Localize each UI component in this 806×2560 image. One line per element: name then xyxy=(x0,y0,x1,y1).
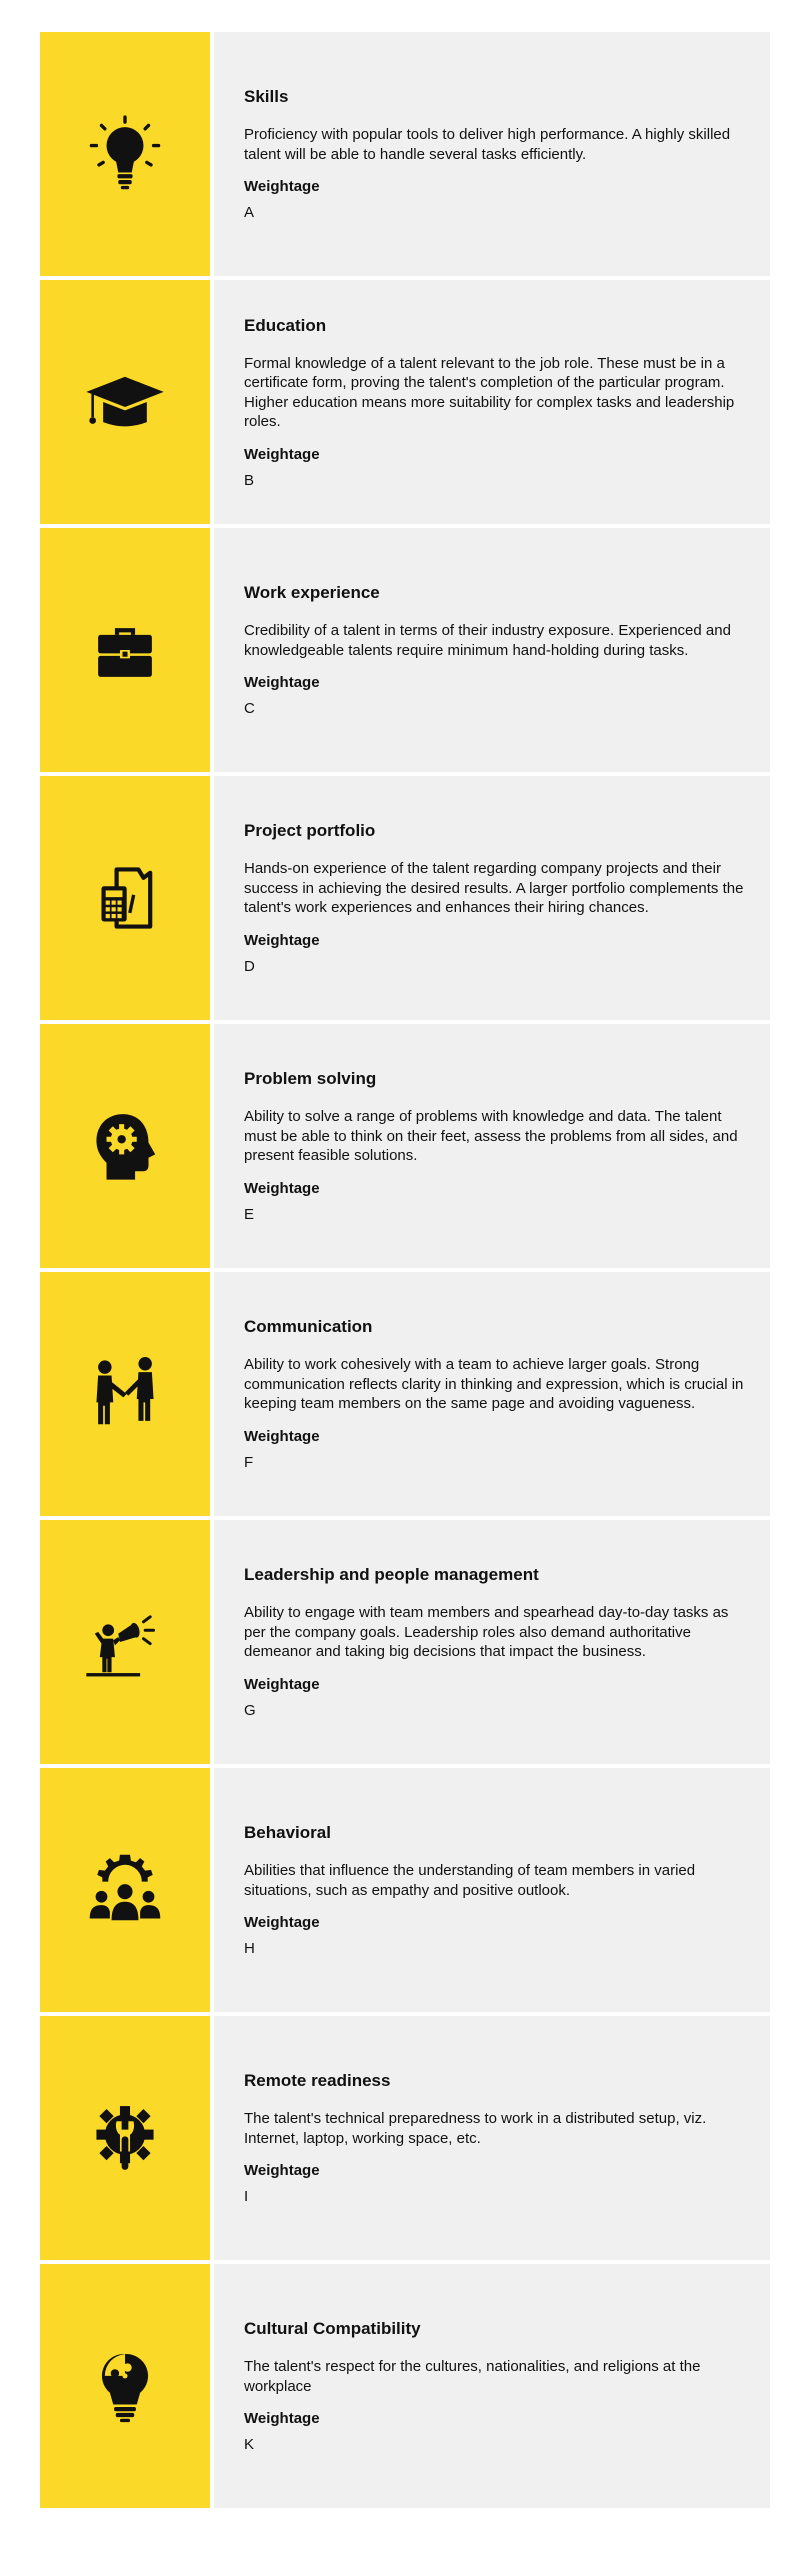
criterion-title: Communication xyxy=(244,1317,373,1337)
criterion-title: Education xyxy=(244,315,327,335)
weightage-label: Weightage xyxy=(244,674,320,691)
icon-panel xyxy=(40,1024,210,1268)
weightage-label: Weightage xyxy=(244,931,320,949)
criterion-card-problem-solving xyxy=(40,1024,770,1268)
icon-panel xyxy=(40,280,210,524)
criterion-title: Remote readiness xyxy=(244,2071,391,2090)
criterion-description: Abilities that influence the understanding of team members in varied situations, such as empathy and positive outlook. xyxy=(244,1862,696,1899)
criterion-card-remote-readiness xyxy=(40,2016,770,2260)
criterion-text-panel xyxy=(214,1520,770,1764)
criterion-text-panel xyxy=(214,776,770,1020)
lightbulb-icon xyxy=(83,112,167,196)
weightage-label: Weightage xyxy=(244,445,320,463)
briefcase-icon xyxy=(83,608,167,692)
weightage-value: F xyxy=(244,1453,254,1471)
icon-panel xyxy=(40,528,210,772)
criterion-description: Formal knowledge of a talent relevant to the job role. These must be in a certificate form, proving the talent's completion of the particular program. Higher education means more suitability for complex tasks and leadership roles. xyxy=(244,354,735,430)
criterion-description: Proficiency with popular tools to deliver high performance. A highly skilled talent will be able to handle several tasks efficiently. xyxy=(244,126,731,163)
weightage-value: H xyxy=(244,1940,255,1957)
criterion-card-leadership xyxy=(40,1520,770,1764)
icon-panel xyxy=(40,1768,210,2012)
criterion-card-cultural-compatibility xyxy=(40,2264,770,2508)
graduation-cap-icon xyxy=(83,360,167,444)
criterion-title: Project portfolio xyxy=(244,821,376,841)
criterion-title: Problem solving xyxy=(244,1069,377,1089)
weightage-value: K xyxy=(244,2436,255,2453)
weightage-value: B xyxy=(244,471,255,489)
criterion-text-panel xyxy=(214,1024,770,1268)
weightage-value: C xyxy=(244,700,255,717)
criterion-description: Credibility of a talent in terms of their industry exposure. Experienced and knowledgeable talents require minimum hand-holding during tasks. xyxy=(244,622,731,659)
icon-panel xyxy=(40,1272,210,1516)
weightage-value: D xyxy=(244,957,255,975)
megaphone-person-icon xyxy=(83,1600,167,1684)
weightage-label: Weightage xyxy=(244,1914,320,1931)
gear-wrench-icon xyxy=(83,2096,167,2180)
icon-panel xyxy=(40,776,210,1020)
criterion-text-panel xyxy=(214,2264,770,2508)
weightage-label: Weightage xyxy=(244,1427,320,1445)
criterion-text-panel xyxy=(214,32,770,276)
criteria-list xyxy=(40,32,770,2512)
criterion-description: The talent's respect for the cultures, nationalities, and religions at the workplace xyxy=(244,2358,701,2395)
criterion-text-panel xyxy=(214,1768,770,2012)
weightage-value: I xyxy=(244,2188,249,2205)
portfolio-documents-icon xyxy=(83,856,167,940)
criterion-description: Ability to work cohesively with a team to achieve larger goals. Strong communication reflects clarity in thinking and expression, which is crucial in keeping team members on the same page and avoiding vagueness. xyxy=(244,1356,744,1413)
weightage-value: A xyxy=(244,204,255,221)
icon-panel xyxy=(40,1520,210,1764)
criterion-description: The talent's technical preparedness to work in a distributed setup, viz. Internet, laptop, working space, etc. xyxy=(244,2110,707,2147)
criterion-title: Behavioral xyxy=(244,1823,331,1842)
criterion-description: Ability to solve a range of problems with knowledge and data. The talent must be able to think on their feet, assess the problems from all sides, and present feasible solutions. xyxy=(244,1108,738,1165)
handshake-people-icon xyxy=(83,1352,167,1436)
criterion-text-panel xyxy=(214,280,770,524)
criterion-description: Ability to engage with team members and spearhead day-to-day tasks as per the company goals. Leadership roles also demand authoritative demeanor and taking big decisions that impact the business. xyxy=(244,1604,729,1661)
criterion-text-panel xyxy=(214,528,770,772)
icon-panel xyxy=(40,32,210,276)
puzzle-bulb-icon xyxy=(83,2344,167,2428)
weightage-label: Weightage xyxy=(244,1179,320,1197)
criterion-title: Skills xyxy=(244,87,289,106)
icon-panel xyxy=(40,2016,210,2260)
weightage-label: Weightage xyxy=(244,178,320,195)
criterion-text-panel xyxy=(214,2016,770,2260)
weightage-label: Weightage xyxy=(244,2410,320,2427)
criterion-title: Cultural Compatibility xyxy=(244,2319,421,2338)
weightage-value: E xyxy=(244,1205,255,1223)
icon-panel xyxy=(40,2264,210,2508)
criterion-card-behavioral xyxy=(40,1768,770,2012)
criterion-card-project-portfolio xyxy=(40,776,770,1020)
head-gear-icon xyxy=(83,1104,167,1188)
weightage-label: Weightage xyxy=(244,1675,320,1693)
criterion-card-communication xyxy=(40,1272,770,1516)
criterion-card-skills xyxy=(40,32,770,276)
criterion-card-work-experience xyxy=(40,528,770,772)
criterion-title: Leadership and people management xyxy=(244,1565,539,1585)
weightage-label: Weightage xyxy=(244,2162,320,2179)
team-gear-icon xyxy=(83,1848,167,1932)
criterion-title: Work experience xyxy=(244,583,380,602)
criterion-card-education xyxy=(40,280,770,524)
weightage-value: G xyxy=(244,1701,256,1719)
criterion-text-panel xyxy=(214,1272,770,1516)
criterion-description: Hands-on experience of the talent regarding company projects and their success in achieving the desired results. A larger portfolio complements the talent's work experiences and enhances their hiring chances. xyxy=(244,860,744,917)
